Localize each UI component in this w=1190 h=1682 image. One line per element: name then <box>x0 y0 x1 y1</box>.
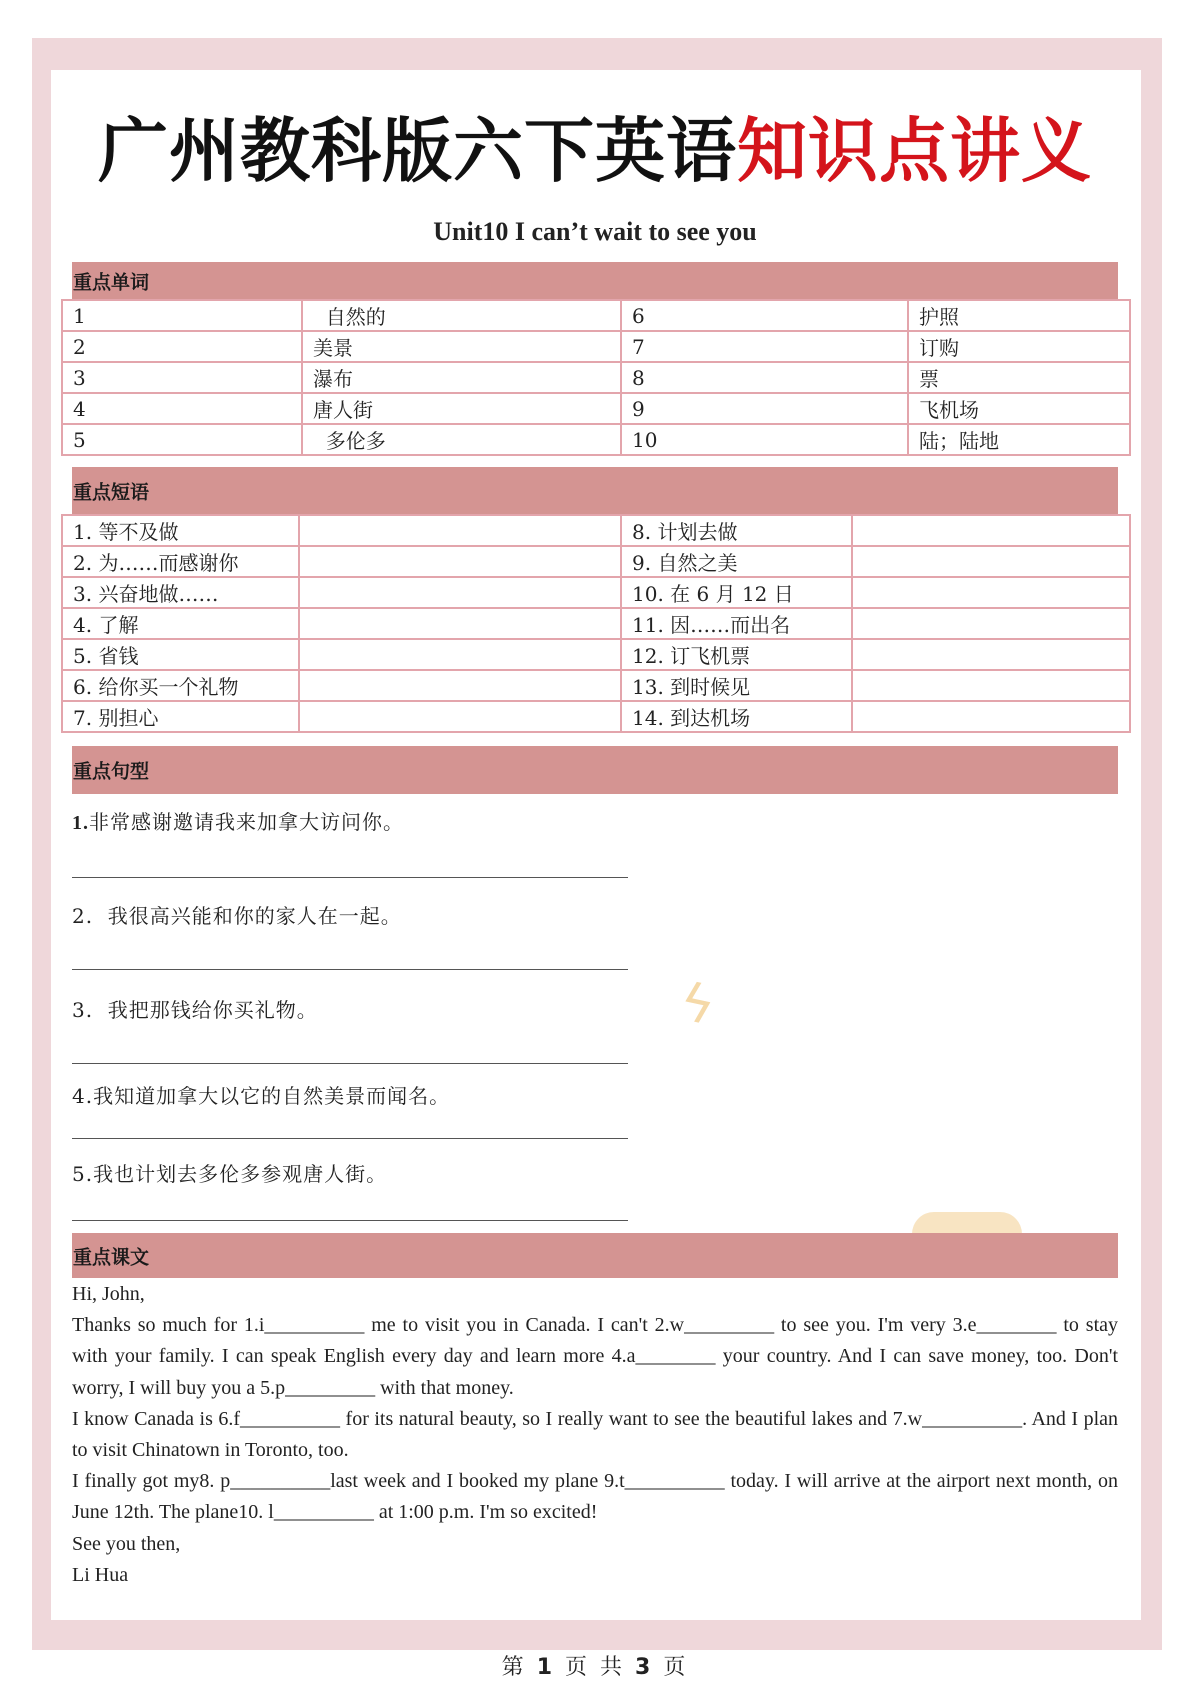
table-row <box>62 331 1130 362</box>
phrase-chinese: 12. 订飞机票 <box>621 639 852 670</box>
footer-total-pages: 3 <box>635 1655 654 1680</box>
table-row <box>62 608 1130 639</box>
phrase-answer-cell[interactable] <box>299 546 621 577</box>
passage-signature: Li Hua <box>72 1563 129 1586</box>
answer-line-1[interactable] <box>72 877 628 878</box>
word-number: 8 <box>621 362 908 393</box>
word-number: 7 <box>621 331 908 362</box>
table-row <box>62 639 1130 670</box>
phrase-answer-cell[interactable] <box>852 608 1130 639</box>
phrase-answer-cell[interactable] <box>299 670 621 701</box>
phrase-chinese: 5. 省钱 <box>62 639 299 670</box>
word-number: 2 <box>62 331 302 362</box>
sentence-text: 非常感谢邀请我来加拿大访问你。 <box>89 810 404 834</box>
sun-decoration-icon <box>912 1212 1022 1234</box>
word-meaning: 票 <box>908 362 1130 393</box>
passage-greeting: Hi, John, <box>72 1283 145 1305</box>
table-row <box>62 515 1130 546</box>
table-row <box>62 300 1130 331</box>
word-meaning: 唐人街 <box>302 393 621 424</box>
phrase-chinese: 13. 到时候见 <box>621 670 852 701</box>
sentence-prompt-2: 2. 我很高兴能和你的家人在一起。 <box>72 904 402 928</box>
phrases-table <box>61 514 1131 733</box>
sentence-prompt-3: 3. 我把那钱给你买礼物。 <box>72 998 318 1022</box>
table-row <box>62 670 1130 701</box>
vocabulary-table <box>61 299 1131 456</box>
unit-title: Unit10 I can’t wait to see you <box>433 217 757 246</box>
table-row <box>62 362 1130 393</box>
sentence-prompt-1 <box>72 806 404 835</box>
phrases-section-header <box>72 467 1118 515</box>
word-meaning: 多伦多 <box>302 424 621 455</box>
sentences-section-label: 重点句型 <box>73 760 150 783</box>
table-row <box>62 577 1130 608</box>
word-meaning: 自然的 <box>302 300 621 331</box>
phrase-answer-cell[interactable] <box>852 515 1130 546</box>
word-meaning: 美景 <box>302 331 621 362</box>
phrase-chinese: 7. 别担心 <box>62 701 299 732</box>
passage-paragraph-2: I know Canada is 6.f__________ for its natural beauty, so I really want to see the beautiful lakes and 7.w__________. And I plan to visit Chinatown in Toronto, too. <box>72 1407 1118 1462</box>
phrase-answer-cell[interactable] <box>299 608 621 639</box>
phrase-chinese: 3. 兴奋地做…… <box>62 577 299 608</box>
answer-line-5[interactable] <box>72 1220 628 1221</box>
phrase-chinese: 10. 在 6 月 12 日 <box>621 577 852 608</box>
title-red-part: 知识点讲义 <box>737 110 1092 192</box>
phrase-chinese: 2. 为……而感谢你 <box>62 546 299 577</box>
passage-section-header <box>72 1233 1118 1278</box>
phrase-answer-cell[interactable] <box>852 670 1130 701</box>
phrase-answer-cell[interactable] <box>299 701 621 732</box>
word-number: 10 <box>621 424 908 455</box>
word-meaning: 飞机场 <box>908 393 1130 424</box>
answer-line-2[interactable] <box>72 969 628 970</box>
phrase-answer-cell[interactable] <box>852 701 1130 732</box>
footer-suffix: 页 <box>663 1655 689 1680</box>
phrase-chinese: 4. 了解 <box>62 608 299 639</box>
footer-page-number: 1 <box>536 1655 555 1680</box>
passage-body <box>72 1279 1118 1591</box>
words-section-header <box>72 262 1118 300</box>
word-meaning: 护照 <box>908 300 1130 331</box>
phrases-section-label: 重点短语 <box>73 481 150 504</box>
passage-section-label: 重点课文 <box>73 1246 150 1268</box>
passage-paragraph-3: I finally got my8. p__________last week and I booked my plane 9.t__________ today. I will arrive at the airport next month, on June 12th. The plane10. l__________ at 1:00 p.m. I'm so excited! <box>72 1470 1118 1524</box>
answer-line-3[interactable] <box>72 1063 628 1064</box>
phrase-chinese: 9. 自然之美 <box>621 546 852 577</box>
phrase-answer-cell[interactable] <box>299 515 621 546</box>
main-title <box>0 95 1190 196</box>
answer-line-4[interactable] <box>72 1138 628 1139</box>
phrase-chinese: 8. 计划去做 <box>621 515 852 546</box>
table-row <box>62 546 1130 577</box>
word-number: 5 <box>62 424 302 455</box>
phrase-answer-cell[interactable] <box>299 577 621 608</box>
sentence-number: 1. <box>72 812 89 834</box>
footer-prefix: 第 <box>501 1655 527 1680</box>
phrase-answer-cell[interactable] <box>852 577 1130 608</box>
sentence-prompt-4: 4.我知道加拿大以它的自然美景而闻名。 <box>72 1084 451 1108</box>
sentences-section-header <box>72 746 1118 794</box>
phrase-chinese: 11. 因……而出名 <box>621 608 852 639</box>
word-meaning: 陆；陆地 <box>908 424 1130 455</box>
word-number: 6 <box>621 300 908 331</box>
phrase-answer-cell[interactable] <box>299 639 621 670</box>
phrase-chinese: 1. 等不及做 <box>62 515 299 546</box>
phrase-chinese: 14. 到达机场 <box>621 701 852 732</box>
phrase-answer-cell[interactable] <box>852 639 1130 670</box>
words-section-label: 重点单词 <box>73 271 150 294</box>
word-number: 4 <box>62 393 302 424</box>
sentence-prompt-5: 5.我也计划去多伦多参观唐人街。 <box>72 1162 388 1186</box>
passage-closing: See you then, <box>72 1532 181 1555</box>
word-number: 9 <box>621 393 908 424</box>
footer-middle: 页 共 <box>565 1655 625 1680</box>
passage-paragraph-1: Thanks so much for 1.i__________ me to visit you in Canada. I can't 2.w_________ to see you. I'm very 3.e________ to stay with your family. I can speak English every day and learn more 4.a________ your country. And I can save money, too. Don't worry, I will buy you a 5.p_________ with that money. <box>72 1314 1118 1399</box>
table-row <box>62 424 1130 455</box>
word-meaning: 订购 <box>908 331 1130 362</box>
word-number: 3 <box>62 362 302 393</box>
page-footer <box>0 1650 1190 1681</box>
phrase-answer-cell[interactable] <box>852 546 1130 577</box>
lightning-decoration-icon: ϟ <box>674 972 721 1038</box>
word-number: 1 <box>62 300 302 331</box>
word-meaning: 瀑布 <box>302 362 621 393</box>
title-black-part: 广州教科版六下英语 <box>98 110 737 192</box>
table-row <box>62 393 1130 424</box>
phrase-chinese: 6. 给你买一个礼物 <box>62 670 299 701</box>
table-row <box>62 701 1130 732</box>
